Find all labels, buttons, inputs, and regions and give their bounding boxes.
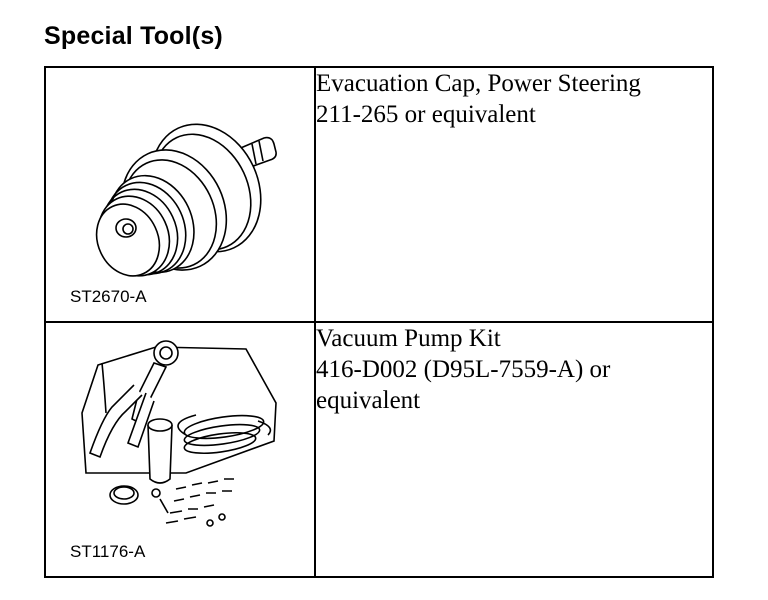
tool-description-cell [315, 322, 713, 577]
tool-description-line: equivalent [316, 387, 421, 414]
table-row [45, 322, 713, 577]
tool-description-line: Vacuum Pump Kit [316, 325, 501, 352]
tool-description-line: 211-265 or equivalent [316, 101, 536, 128]
special-tools-table [44, 66, 714, 578]
tool-code: ST2670-A [70, 287, 147, 306]
tool-description-line: 416-D002 (D95L-7559-A) or [316, 356, 611, 383]
tool-code: ST1176-A [70, 542, 146, 561]
tool-image-cell [45, 322, 315, 577]
section-heading: Special Tool(s) [44, 22, 223, 50]
tool-description-line: Evacuation Cap, Power Steering [316, 70, 641, 97]
tool-image-cell [45, 67, 315, 322]
vacuum-pump-kit-illustration [46, 323, 314, 576]
evacuation-cap-illustration [46, 68, 314, 321]
table-row [45, 67, 713, 322]
tool-description-cell [315, 67, 713, 322]
